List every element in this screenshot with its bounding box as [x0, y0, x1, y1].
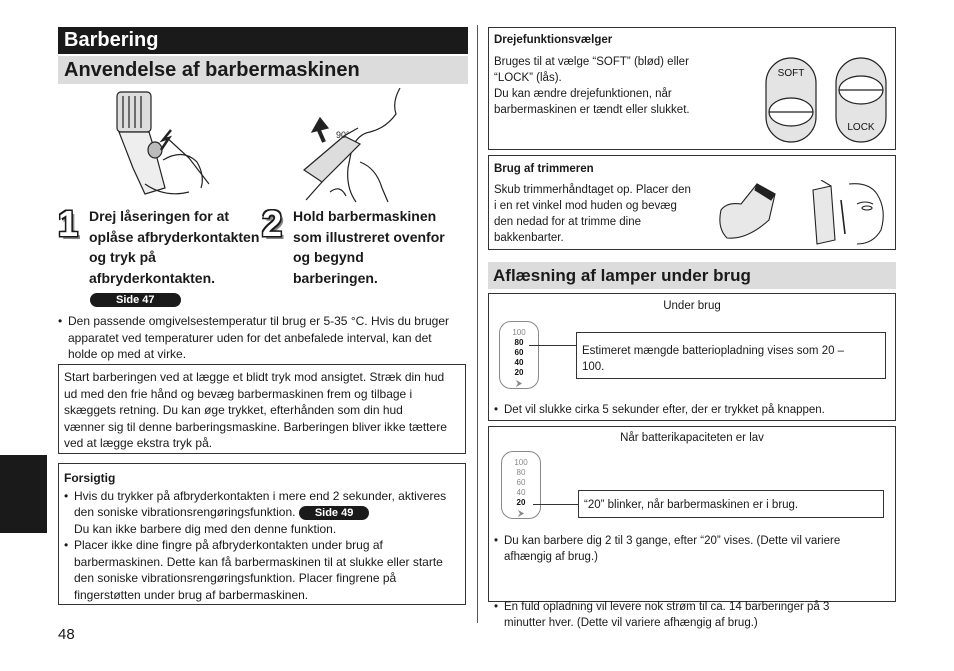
angle-label: 90° [336, 130, 350, 140]
during-use-box [488, 293, 896, 421]
during-use-callout: Estimeret mængde batteriopladning vises som 20 – 100. [576, 332, 886, 379]
gauge-20-blinking: 20 [516, 498, 526, 507]
shaving-face-illustration [300, 88, 425, 203]
page-ref-side-49[interactable]: Side 49 [299, 506, 370, 520]
low-battery-note: • Du kan barbere dig 2 til 3 gange, efter “20” vises. (Dette vil variere afhængig af brug.) [494, 533, 899, 565]
battery-gauge: 100 80 60 40 20 ⮞ [499, 321, 539, 389]
low-battery-box [488, 426, 896, 629]
low-battery-caption: Når batterikapaciteten er lav [620, 432, 764, 444]
plug-icon: ⮞ [515, 378, 523, 388]
page-number: 48 [58, 626, 75, 643]
dial-illustration [761, 56, 891, 146]
dial-text: Bruges til at vælge “SOFT” (blød) eller “LOCK” (lås). Du kan ændre drejefunktionen, når barbermaskinen er tændt eller slukket. [494, 56, 690, 116]
callout-line [533, 504, 578, 505]
low-battery-callout: “20” blinker, når barbermaskinen er i brug. [578, 490, 884, 518]
battery-gauge-low: 100 80 60 40 20 ⮞ [501, 451, 541, 519]
shaver-hand-illustration [105, 88, 217, 198]
section-title: Barbering [58, 27, 468, 54]
callout-line [529, 345, 576, 346]
shaving-instructions-box: Start barberingen ved at lægge et blidt tryk mod ansigtet. Stræk din hud ud med den frie hånd og bevæg barbermaskinen frem og tilbage i skæggets retning. Du kan øge trykket, efterhånden som din hud vænner sig til denne barberingsmaskine. Barberingen bliver ikke tættere ved at lægge ekstra tryk på. [58, 364, 466, 454]
full-charge-note: • En fuld opladning vil levere nok strøm til ca. 14 barberinger på 3 minutter hver. (Dette vil variere afhængig af brug.) [494, 599, 899, 631]
lamps-section-title: Aflæsning af lamper under brug [488, 262, 896, 289]
dial-selector-box [488, 27, 896, 150]
caution-item: • Hvis du trykker på afbryderkontakten i mere end 2 sekunder, aktiveres den soniske vibrationsrengøringsfunktion. Side 49 Du kan ikke barbere dig med den denne funktion. [64, 488, 460, 538]
language-label: Dansk [18, 487, 30, 519]
trimmer-illustration [717, 180, 893, 246]
during-use-caption: Under brug [663, 300, 721, 312]
step-1-text: Drej låseringen for at oplåse afbryderkontakten og tryk på afbryderkontakten. [89, 208, 260, 286]
plug-icon: ⮞ [517, 508, 525, 518]
page-ref-side-47[interactable]: Side 47 [90, 293, 181, 307]
caution-box [58, 463, 466, 605]
lock-label: LOCK [847, 122, 875, 133]
step-2-number: 2 [262, 203, 283, 244]
caution-title: Forsigtig [64, 471, 116, 485]
trimmer-title: Brug af trimmeren [494, 163, 594, 175]
page-title: Anvendelse af barbermaskinen [58, 56, 468, 84]
step-2-text: Hold barbermaskinen som illustreret ovenfor og begynd barberingen. [293, 208, 445, 286]
column-divider [477, 25, 478, 623]
step-1-number: 1 [58, 203, 79, 244]
trimmer-box [488, 155, 896, 250]
during-use-note: • Det vil slukke cirka 5 sekunder efter, der er trykket på knappen. [494, 402, 894, 418]
soft-label: SOFT [777, 68, 805, 79]
temperature-note: • Den passende omgivelsestemperatur til brug er 5-35 °C. Hvis du bruger apparatet ved temperaturer uden for det anbefalede interval, kan det holde op med at virke. [58, 313, 478, 363]
trimmer-text: Skub trimmerhåndtaget op. Placer den i en ret vinkel mod huden og bevæg den nedad for at trimme dine bakkenbarter. [494, 184, 691, 244]
gauge-80-lit: 80 [514, 338, 524, 347]
caution-item: • Placer ikke dine fingre på afbryderkontakten under brug af barbermaskinen. Dette kan få barbermaskinen til at slukke eller starte den soniske vibrationsrengøringsfunktion. Placer fingrene på fingerstøtten under brug af barbermaskinen. [64, 537, 460, 603]
dial-title: Drejefunktionsvælger [494, 34, 613, 46]
